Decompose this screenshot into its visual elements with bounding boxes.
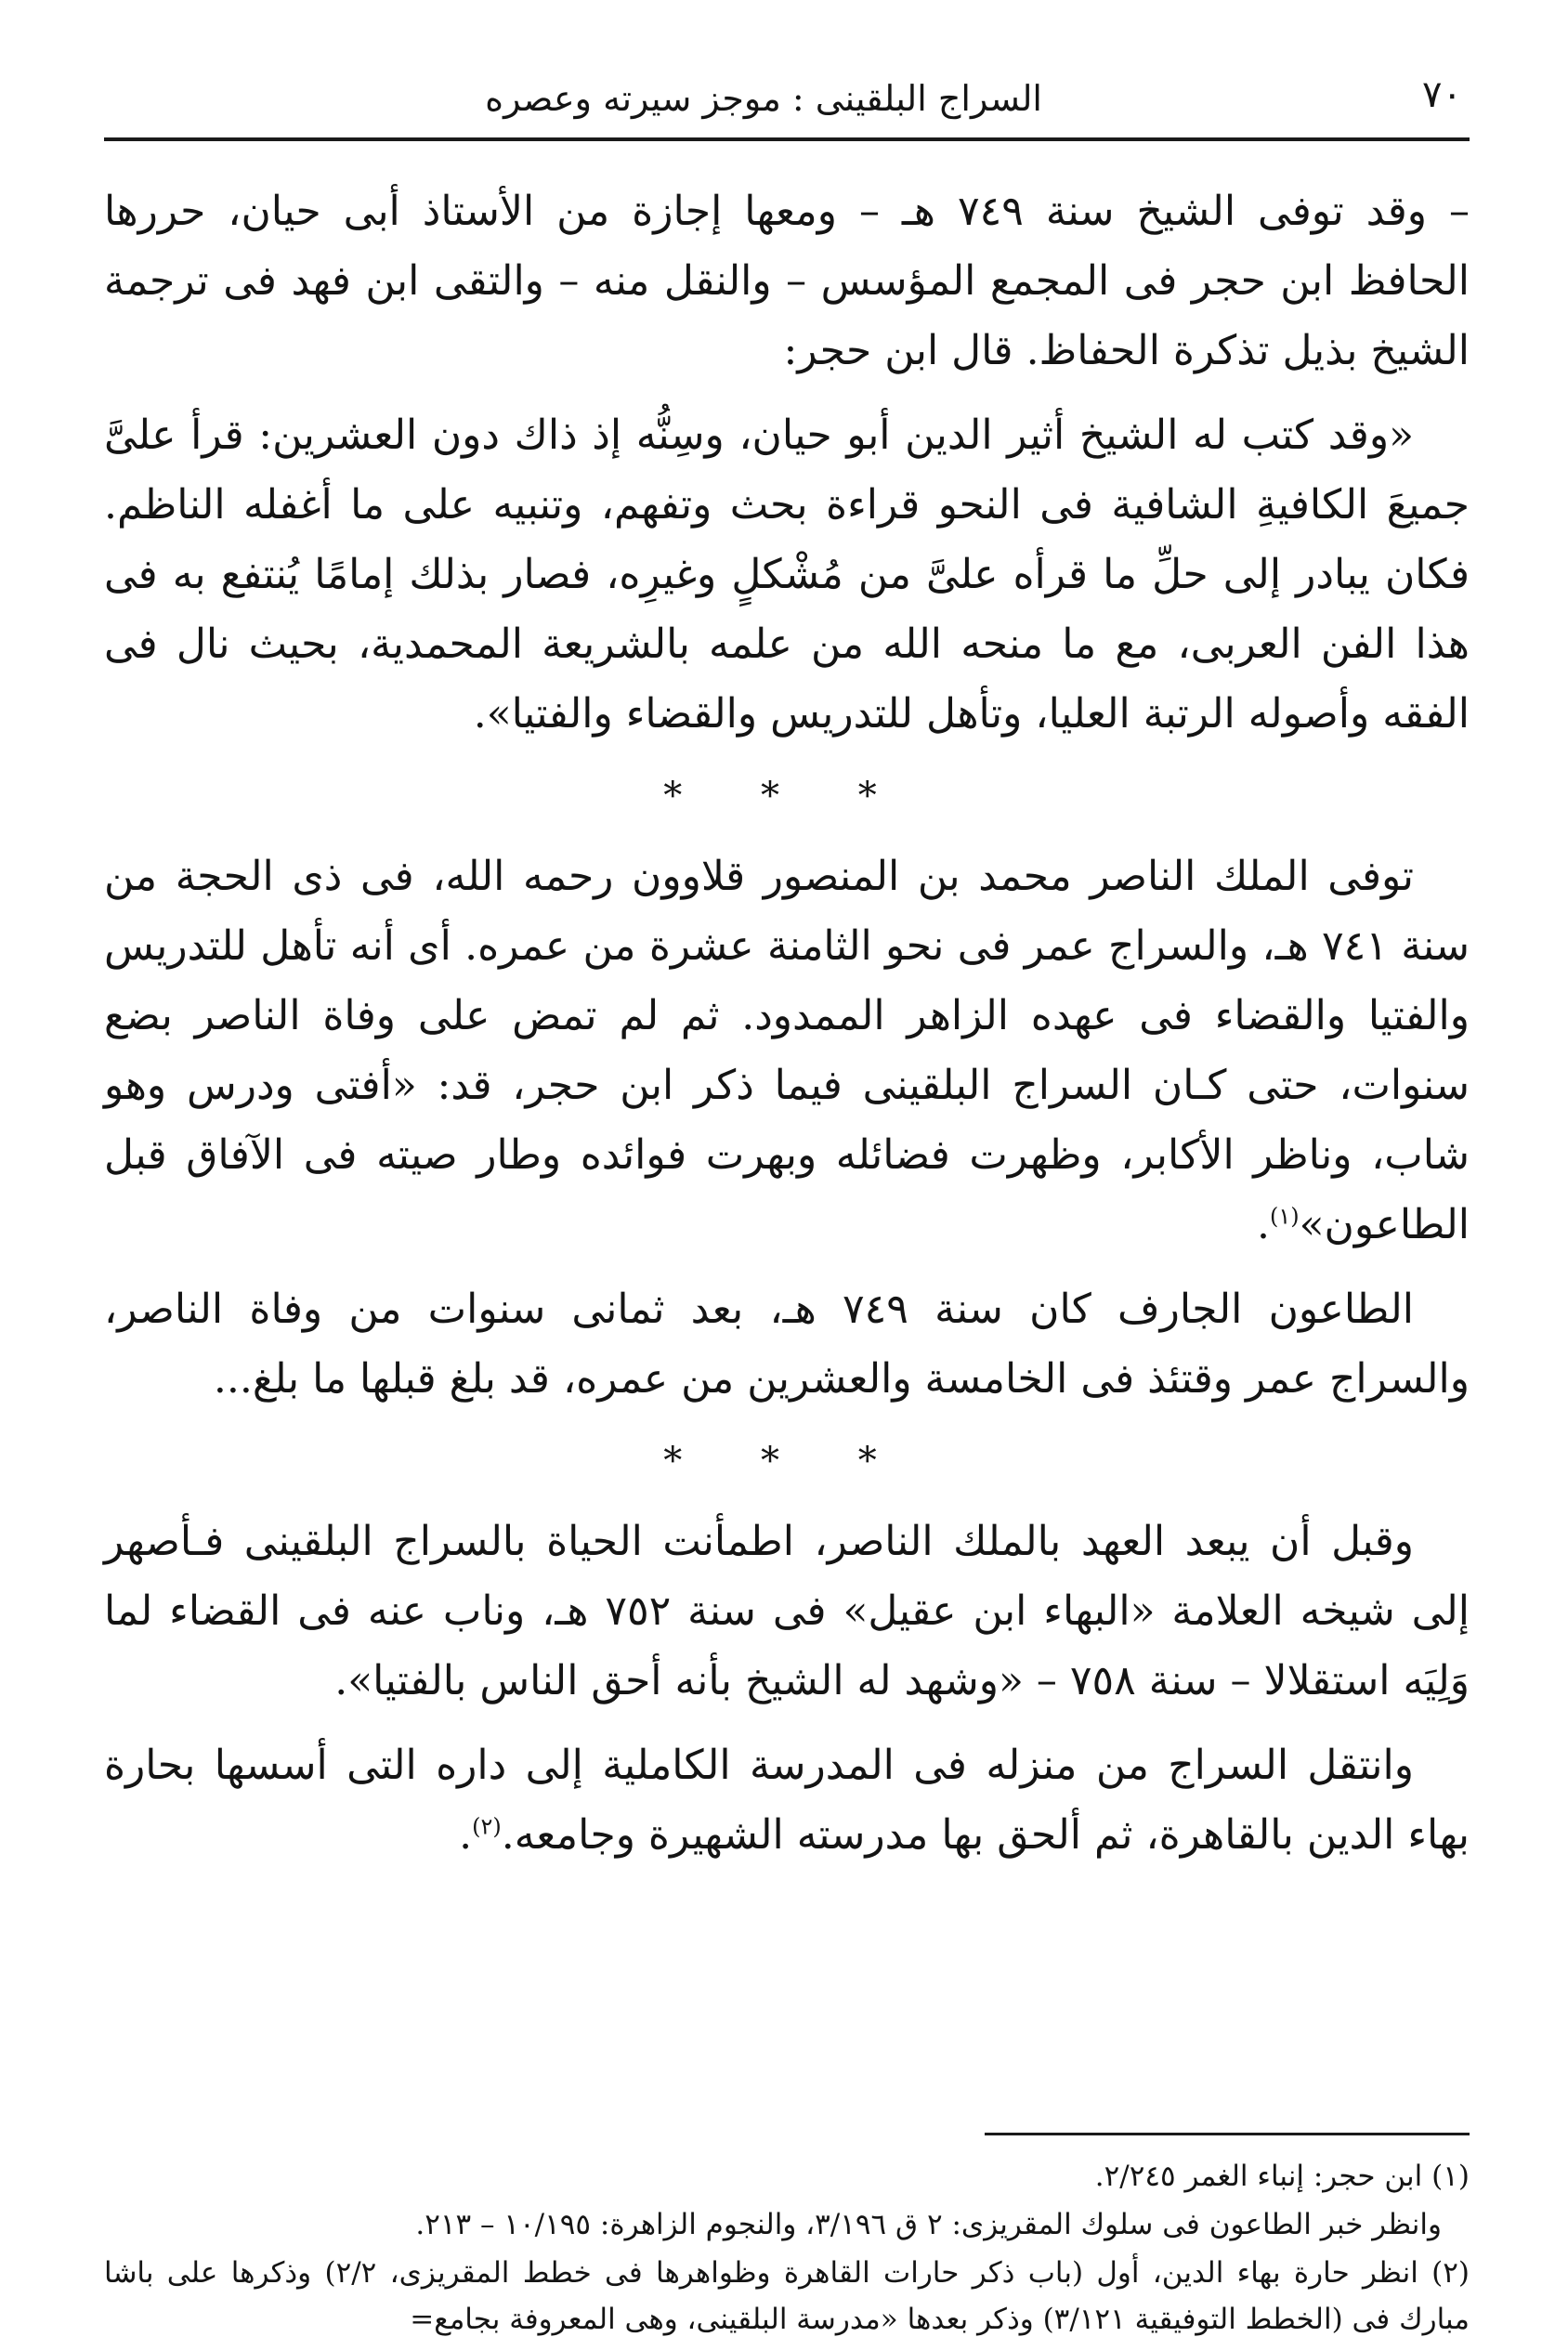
footnote-ref-1: (١): [1270, 1203, 1300, 1230]
page-header: [104, 67, 1470, 128]
footnote-1: (١) ابن حجر: إنباء الغمر ٢/٢٤٥.: [1094, 2160, 1470, 2193]
paragraph-2-quote: «وقد كتب له الشيخ أثير الدين أبو حيان، وسِنُّه إذ ذاك دون العشرين: قرأ علىَّ جميعَ الكافيةِ الشافية فى النحو قراءة بحث وتفهم، وتنبيه على ما أغفله الناظم. فكان يبادر إلى حلِّ ما قرأه علىَّ من مُشْكلٍ وغيرِه، فصار بذلك إمامًا يُنتفع به فى هذا الفن العربى، مع ما منحه الله من علمه بالشريعة المحمدية، بحيث نال فى الفقه وأصوله الرتبة العليا، وتأهل للتدريس والقضاء والفتيا».: [104, 411, 1470, 738]
paragraph-6-end: .: [459, 1811, 473, 1859]
paragraph-4: الطاعون الجارف كان سنة ٧٤٩ هـ، بعد ثمانى سنوات من وفاة الناصر، والسراج عمر وقتئذ فى الخامسة والعشرين من عمره، قد بلغ قبلها ما بلغ...: [104, 1286, 1470, 1403]
running-title: السراج البلقينى : موجز سيرته وعصره: [485, 78, 1042, 119]
footnote-ref-2: (٢): [472, 1813, 502, 1840]
header-rule: [104, 137, 1470, 141]
footnote-2: (٢) انظر حارة بهاء الدين، أول (باب ذكر حارات القاهرة وظواهرها فى خطط المقريزى، ٢/٢) وذكرها على باشا مبارك فى (الخطط التوفيقية ٣/١٢١) وذكر بعدها «مدرسة البلقينى، وهى المعروفة بجامع=: [104, 2256, 1470, 2336]
section-separator: * * *: [663, 1440, 910, 1482]
paragraph-5: وقبل أن يبعد العهد بالملك الناصر، اطمأنت الحياة بالسراج البلقينى فـأصهر إلى شيخه العلامة «البهاء ابن عقيل» فى سنة ٧٥٢ هـ، وناب عنه فى القضاء لما وَلِيَه استقلالا – سنة ٧٥٨ – «وشهد له الشيخ بأنه أحق الناس بالفتيا».: [104, 1518, 1470, 1704]
footnote-1-continued: وانظر خبر الطاعون فى سلوك المقريزى: ٢ ق ٣/١٩٦، والنجوم الزاهرة: ١٠/١٩٥ – ٢١٣.: [415, 2208, 1442, 2241]
main-text: [104, 176, 1470, 1885]
page-number: ٧٠: [1422, 73, 1462, 116]
paragraph-3: [104, 842, 1470, 1260]
paragraph-1: – وقد توفى الشيخ سنة ٧٤٩ هـ – ومعها إجازة من الأستاذ أبى حيان، حررها الحافظ ابن حجر فى المجمع المؤسس – والنقل منه – والتقى ابن فهد فى ترجمة الشيخ بذيل تذكرة الحفاظ. قال ابن حجر:: [104, 188, 1470, 374]
footnote-rule: [985, 2133, 1470, 2135]
paragraph-6-text: وانتقل السراج من منزله فى المدرسة الكاملية إلى داره التى أسسها بحارة بهاء الدين بالقاهرة، ثم ألحق بها مدرسته الشهيرة وجامعه.: [104, 1742, 1470, 1859]
paragraph-3-text: توفى الملك الناصر محمد بن المنصور قلاوون رحمه الله، فى ذى الحجة من سنة ٧٤١ هـ، والسراج عمر فى نحو الثامنة عشرة من عمره. أى أنه تأهل للتدريس والفتيا والقضاء فى عهده الزاهر الممدود. ثم لم تمض على وفاة الناصر بضع سنوات، حتى كـان السراج البلقينى فيما ذكر ابن حجر، قد: «أفتى ودرس وهو شاب، وناظر الأكابر، وظهرت فضائله وبهرت فوائده وطار صيته فى الآفاق قبل الطاعون»: [104, 853, 1470, 1248]
paragraph-3-end: .: [1257, 1201, 1270, 1248]
paragraph-6: [104, 1730, 1470, 1870]
section-separator: * * *: [663, 775, 910, 817]
footnotes: [104, 2153, 1470, 2344]
